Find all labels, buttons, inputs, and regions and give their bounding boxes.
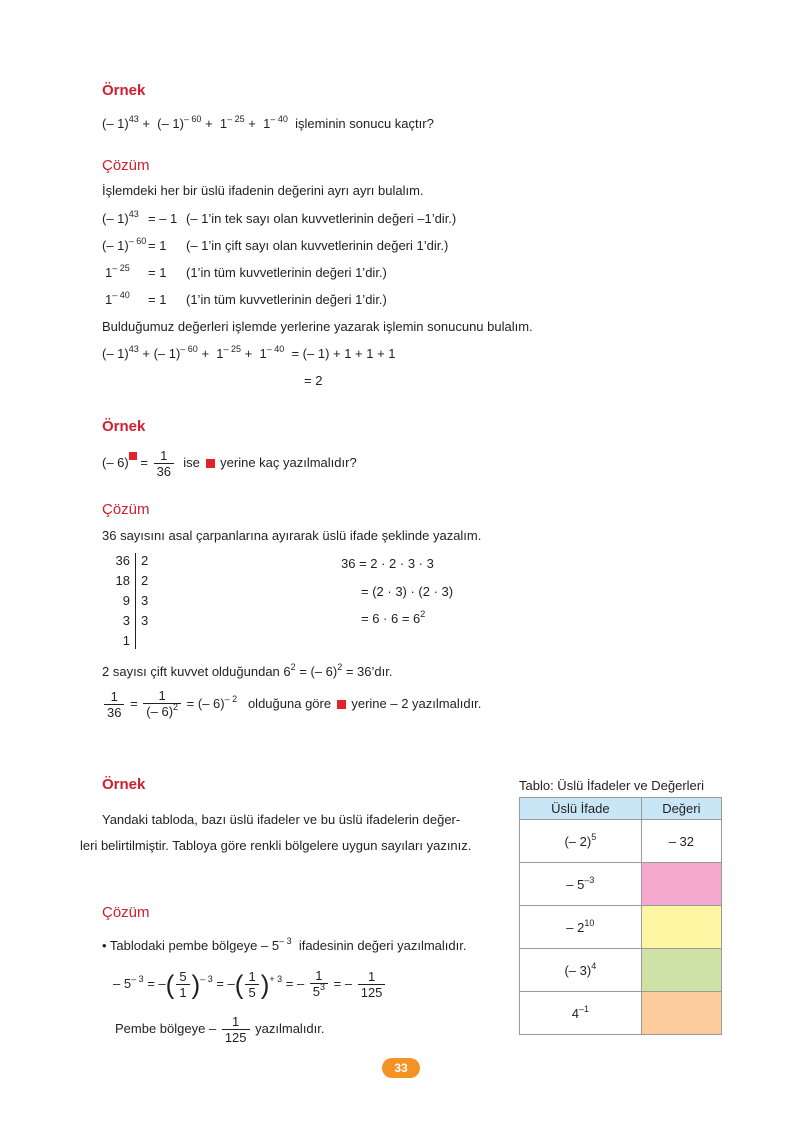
expression-cell: $4^{-1}$ [520,992,642,1035]
solution-heading: Çözüm [102,904,150,921]
fraction: $\frac{1}{36}$ [154,448,174,479]
solution-intro: İşlemdeki her bir üslü ifadenin değerini ayrı ayrı bulalım. [102,183,424,198]
yellow-cell [641,906,721,949]
expression-cell: (– 2)$^5$ [520,820,642,863]
solution-intro: 36 sayısını asal çarpanlarına ayırarak üslü ifade şeklinde yazalım. [102,528,482,543]
ladder-factor: 3 [141,613,149,628]
red-square-icon [206,459,215,468]
term-note: (– 1’in çift sayı olan kuvvetlerinin değeri 1’dir.) [186,238,449,253]
fraction: $\frac{1}{(- 6)^2}$ [143,688,181,721]
term-note: (1’in tüm kuvvetlerinin değeri 1’dir.) [186,265,387,280]
term-note: (– 1’in tek sayı olan kuvvetlerinin değeri –1’dir.) [186,211,457,226]
expression-cell: (– 3)$^4$ [520,949,642,992]
term-expression: (– 1)$^{- 60}$ [102,236,147,253]
pink-cell [641,863,721,906]
table-row [520,863,722,906]
column-header: Değeri [641,798,721,820]
result-expression: $\frac{1}{36}$ = $\frac{1}{(- 6)^2}$ = (– 6)$^{- 2}$ olduğuna göre yerine – 2 yazılmalıdır. [102,688,481,721]
fraction: $\frac{1}{36}$ [104,689,124,720]
ladder-value: 36 [115,553,130,568]
question-expression: (– 6) = $\frac{1}{36}$ ise yerine kaç yazılmalıdır? [102,448,357,479]
calculation: – $5^{- 3}$ = –( $\frac{5}{1}$ )$^{- 3}$ = –( $\frac{1}{5}$ )$^{+ 3}$ = – $\frac{1}{5^3}$ = – $\frac{1}{125}$ [113,968,387,1001]
solution-heading: Çözüm [102,157,150,174]
sum-expression: (– 1)$^{43}$ + (– $1)^{- 60} + 1^{- 25} + 1^{- 40}$ = (– 1) + 1 + 1 + 1 [102,344,396,361]
table-row [520,949,722,992]
expression-cell: – $5^{-3}$ [520,863,642,906]
ladder-value: 1 [122,633,130,648]
conclusion-text: Bulduğumuz değerleri işlemde yerlerine yazarak işlemin sonucunu bulalım. [102,319,533,334]
ladder-value: 18 [115,573,130,588]
green-cell [641,949,721,992]
bullet-line: • Tablodaki pembe bölgeye – $5^{- 3}$ ifadesinin değeri yazılmalıdır. [102,936,467,953]
term-expression: (– 1)$^{43}$ [102,209,139,226]
problem-text-line: leri belirtilmiştir. Tabloya göre renkli bölgelere uygun sayıları yazınız. [80,838,472,853]
expression-cell: – $2^{10}$ [520,906,642,949]
factor-line: 36 = 2 · 2 · 3 · 3 [341,556,434,571]
term-expression: $1^{- 25}$ [105,263,130,280]
factor-line: = (2 · 3) · (2 · 3) [361,584,454,599]
ladder-divider [135,553,136,649]
ladder-factor: 2 [141,573,149,588]
example-heading: Örnek [102,776,146,793]
solution-heading: Çözüm [102,501,150,518]
value-cell: – 32 [641,820,721,863]
orange-cell [641,992,721,1035]
ladder-factor: 3 [141,593,149,608]
table-row [520,820,722,863]
ladder-factor: 2 [141,553,149,568]
term-result: = 1 [148,238,167,253]
term-note: (1’in tüm kuvvetlerinin değeri 1’dir.) [186,292,387,307]
example-heading: Örnek [102,418,146,435]
expression: (– 1)$^{43}$ + (– $1)^{- 60} + 1^{- 25} + 1^{- 40}$ işleminin sonucu kaçtır? [102,114,434,131]
pembe-answer: Pembe bölgeye – $\frac{1}{125}$ yazılmalıdır. [115,1014,325,1045]
term-result: = 1 [148,265,167,280]
ladder-value: 3 [122,613,130,628]
factor-line: = $6 \cdot 6 = 6^2$ [361,609,426,626]
red-square-icon [337,700,346,709]
red-square-icon [129,452,137,460]
term-expression: $1^{- 40}$ [105,290,130,307]
values-table [519,797,722,1035]
table-row [520,992,722,1035]
final-result: = 2 [304,373,323,388]
problem-text-line: Yandaki tabloda, bazı üslü ifadeler ve bu üslü ifadelerin değer- [102,812,461,827]
column-header: Üslü İfade [520,798,642,820]
example-heading: Örnek [102,82,146,99]
even-power-text: 2 sayısı çift kuvvet olduğundan $6^2$ = (– 6)$^2$ = 36’dır. [102,662,393,679]
ladder-value: 9 [122,593,130,608]
table-title: Tablo: Üslü İfadeler ve Değerleri [519,778,704,793]
term-result: = 1 [148,292,167,307]
term-result: = – 1 [148,211,178,226]
table-row [520,906,722,949]
page-number: 33 [382,1058,420,1078]
